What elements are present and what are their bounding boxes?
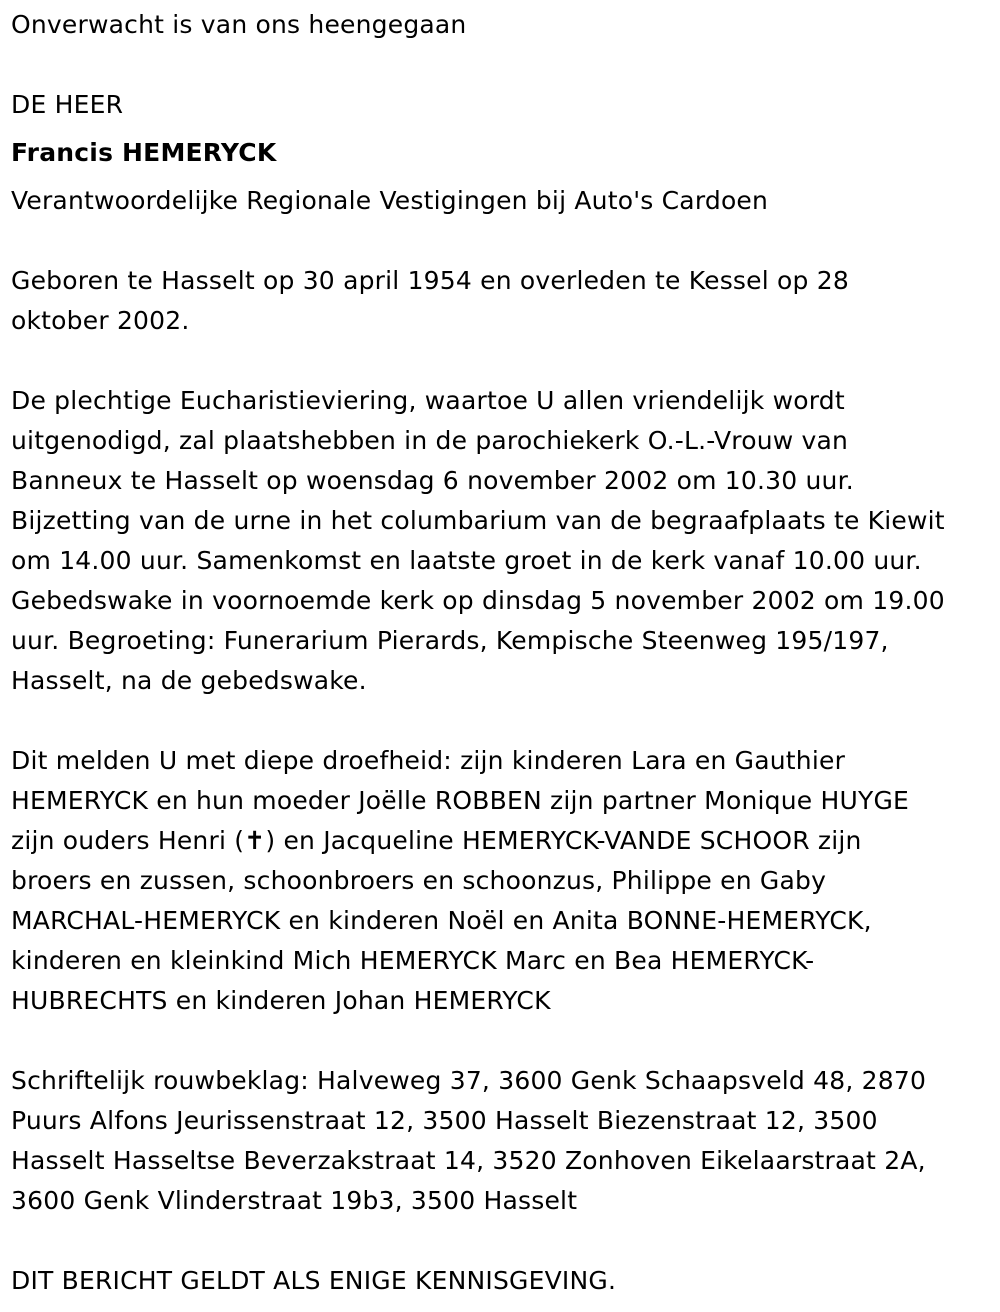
ceremony-line: Hasselt, na de gebedswake. [11, 666, 367, 695]
closing-line: DIT BERICHT GELDT ALS ENIGE KENNISGEVING. [11, 1266, 617, 1295]
job-title: Verantwoordelijke Regionale Vestigingen bij Auto's Cardoen [11, 186, 769, 215]
ceremony-line: Gebedswake in voornoemde kerk op dinsdag 5 november 2002 om 19.00 [11, 586, 945, 615]
honorific-title: DE HEER [11, 90, 124, 119]
family-line: Dit melden U met diepe droefheid: zijn kinderen Lara en Gauthier [11, 746, 846, 775]
family-line: HUBRECHTS en kinderen Johan HEMERYCK [11, 986, 551, 1015]
intro-line: Onverwacht is van ons heengegaan [11, 10, 467, 39]
condolence-line: Hasselt Hasseltse Beverzakstraat 14, 3520 Zonhoven Eikelaarstraat 2A, [11, 1146, 926, 1175]
family-line: broers en zussen, schoonbroers en schoonzus, Philippe en Gaby [11, 866, 827, 895]
family-line: HEMERYCK en hun moeder Joëlle ROBBEN zijn partner Monique HUYGE [11, 786, 910, 815]
family-line: MARCHAL-HEMERYCK en kinderen Noël en Anita BONNE-HEMERYCK, [11, 906, 872, 935]
condolence-line: Puurs Alfons Jeurissenstraat 12, 3500 Hasselt Biezenstraat 12, 3500 [11, 1106, 878, 1135]
ceremony-line: Bijzetting van de urne in het columbarium van de begraafplaats te Kiewit [11, 506, 945, 535]
ceremony-line: Banneux te Hasselt op woensdag 6 november 2002 om 10.30 uur. [11, 466, 854, 495]
ceremony-line: uitgenodigd, zal plaatshebben in de parochiekerk O.-L.-Vrouw van [11, 426, 849, 455]
ceremony-line: om 14.00 uur. Samenkomst en laatste groet in de kerk vanaf 10.00 uur. [11, 546, 922, 575]
ceremony-line: uur. Begroeting: Funerarium Pierards, Kempische Steenweg 195/197, [11, 626, 889, 655]
condolence-line: 3600 Genk Vlinderstraat 19b3, 3500 Hasselt [11, 1186, 578, 1215]
birth-line: Geboren te Hasselt op 30 april 1954 en overleden te Kessel op 28 [11, 266, 849, 295]
family-line: zijn ouders Henri (✝) en Jacqueline HEMERYCK-VANDE SCHOOR zijn [11, 826, 862, 855]
ceremony-line: De plechtige Eucharistieviering, waartoe U allen vriendelijk wordt [11, 386, 845, 415]
deceased-name: Francis HEMERYCK [11, 138, 277, 167]
condolence-line: Schriftelijk rouwbeklag: Halveweg 37, 3600 Genk Schaapsveld 48, 2870 [11, 1066, 927, 1095]
family-line: kinderen en kleinkind Mich HEMERYCK Marc en Bea HEMERYCK- [11, 946, 815, 975]
birth-line: oktober 2002. [11, 306, 190, 335]
